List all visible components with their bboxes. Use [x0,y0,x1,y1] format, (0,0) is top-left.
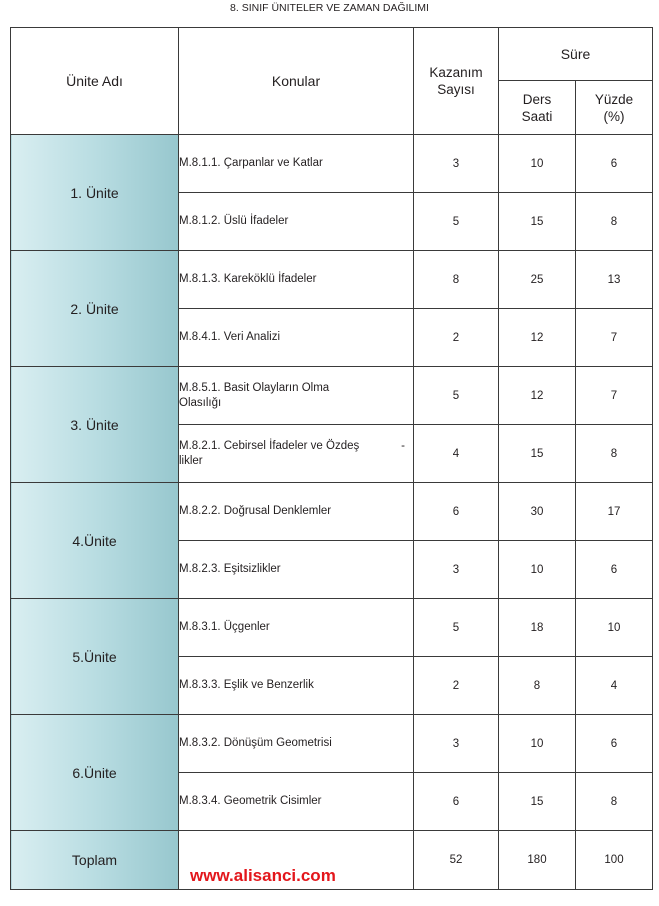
percent-cell: 7 [576,367,653,425]
table-row [11,367,653,425]
topic-cell: M.8.4.1. Veri Analizi [179,309,414,367]
hours-cell: 10 [499,715,576,773]
unit-name-cell: 6.Ünite [11,715,179,831]
table-row [11,251,653,309]
outcomes-cell: 4 [414,425,499,483]
percent-cell: 8 [576,773,653,831]
outcomes-cell: 5 [414,599,499,657]
unit-name-cell: 1. Ünite [11,135,179,251]
total-percent: 100 [576,831,653,890]
outcomes-cell: 5 [414,367,499,425]
topic-text: M.8.2.1. Cebirsel İfadeler ve Özdeş [179,439,360,452]
header-lesson-hours [499,81,576,135]
unit-name-cell: 4.Ünite [11,483,179,599]
topic-cell: M.8.1.1. Çarpanlar ve Katlar [179,135,414,193]
header-percent [576,81,653,135]
table-row [11,483,653,541]
total-hours: 180 [499,831,576,890]
header-outcome-count-label: Kazanım Sayısı [429,65,483,97]
table-row [11,135,653,193]
header-outcome-count [414,28,499,135]
hours-cell: 15 [499,773,576,831]
outcomes-cell: 6 [414,483,499,541]
unit-time-distribution-table [10,27,653,890]
outcomes-cell: 6 [414,773,499,831]
page-title: 8. SINIF ÜNITELER VE ZAMAN DAĞILIMI [230,2,429,14]
outcomes-cell: 3 [414,135,499,193]
hours-cell: 25 [499,251,576,309]
table-row [11,599,653,657]
hours-cell: 30 [499,483,576,541]
hours-cell: 15 [499,193,576,251]
topic-cell: M.8.3.1. Üçgenler [179,599,414,657]
website-watermark: www.alisanci.com [190,866,336,885]
outcomes-cell: 2 [414,657,499,715]
hours-cell: 10 [499,135,576,193]
topic-cell: M.8.3.2. Dönüşüm Geometrisi [179,715,414,773]
topic-cell: M.8.2.2. Doğrusal Denklemler [179,483,414,541]
header-duration: Süre [499,28,653,81]
hours-cell: 18 [499,599,576,657]
outcomes-cell: 2 [414,309,499,367]
header-unit-name: Ünite Adı [11,28,179,135]
outcomes-cell: 3 [414,541,499,599]
outcomes-cell: 5 [414,193,499,251]
percent-cell: 8 [576,425,653,483]
hours-cell: 15 [499,425,576,483]
table-row [11,715,653,773]
percent-cell: 6 [576,541,653,599]
total-outcomes: 52 [414,831,499,890]
outcomes-cell: 3 [414,715,499,773]
hours-cell: 8 [499,657,576,715]
percent-cell: 13 [576,251,653,309]
hours-cell: 12 [499,309,576,367]
unit-name-cell: 2. Ünite [11,251,179,367]
topic-text-continuation: likler [179,454,203,467]
header-lesson-hours-label: Ders Saati [521,91,553,124]
topic-first-line [179,439,413,454]
percent-cell: 6 [576,715,653,773]
topic-cell: M.8.1.3. Kareköklü İfadeler [179,251,414,309]
topic-cell: M.8.3.3. Eşlik ve Benzerlik [179,657,414,715]
topic-cell [179,367,414,425]
header-topics: Konular [179,28,414,135]
total-label: Toplam [11,831,179,890]
topic-cell: M.8.2.3. Eşitsizlikler [179,541,414,599]
unit-name-cell: 3. Ünite [11,367,179,483]
topic-cell: M.8.3.4. Geometrik Cisimler [179,773,414,831]
topic-cell: M.8.1.2. Üslü İfadeler [179,193,414,251]
topic-text: M.8.5.1. Basit Olayların Olma Olasılığı [179,381,330,409]
topic-hyphen: - [401,439,405,452]
unit-name-cell: 5.Ünite [11,599,179,715]
hours-cell: 12 [499,367,576,425]
topic-cell [179,425,414,483]
percent-cell: 8 [576,193,653,251]
percent-cell: 7 [576,309,653,367]
percent-cell: 10 [576,599,653,657]
hours-cell: 10 [499,541,576,599]
header-percent-label: Yüzde (%) [594,91,634,124]
percent-cell: 17 [576,483,653,541]
percent-cell: 6 [576,135,653,193]
percent-cell: 4 [576,657,653,715]
outcomes-cell: 8 [414,251,499,309]
